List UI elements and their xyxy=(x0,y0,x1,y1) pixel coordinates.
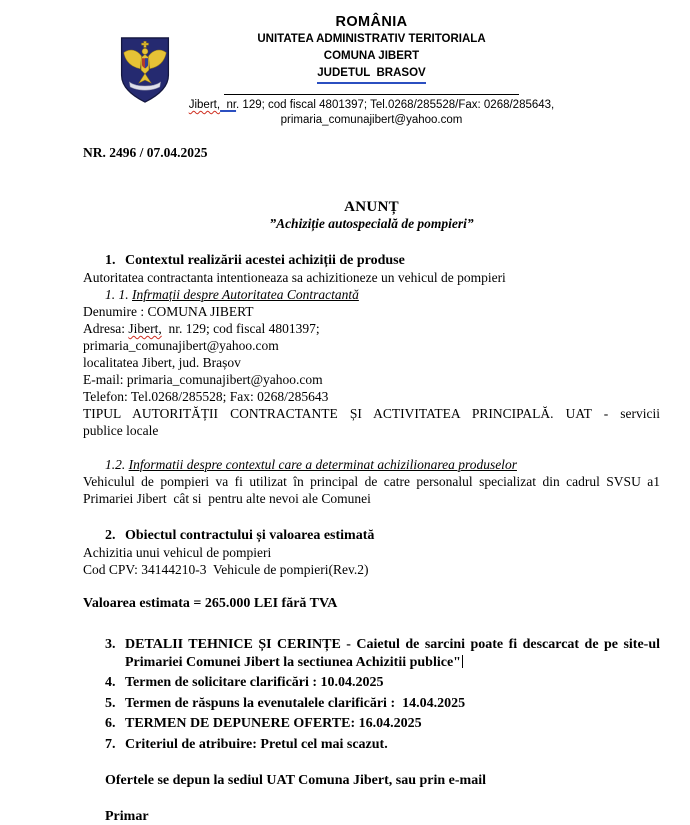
item-6-number: 6. xyxy=(105,716,116,731)
document-title: ANUNȚ xyxy=(344,199,399,215)
item-3-line1: DETALII TEHNICE ȘI CERINȚE - Caietul de sarcini poate fi descarcat de pe site-ul xyxy=(125,637,660,652)
section1-number: 1. xyxy=(105,253,116,268)
authority-locality: localitatea Jibert, jud. Brașov xyxy=(83,355,241,370)
section2-number: 2. xyxy=(105,528,116,543)
acquisition-object: Achizitia unui vehicul de pompieri xyxy=(83,545,272,560)
item-4-text: Termen de solicitare clarificări : 10.04.2025 xyxy=(125,675,384,690)
item-3-line2-text: Primariei Comunei Jibert la sectiunea Achizitii publice" xyxy=(125,654,461,670)
context-paragraph-line1: Vehiculul de pompieri va fi utilizat în principal de catre personalul specializat din cadrul SVSU a1 xyxy=(83,474,660,489)
item-5-text: Termen de răspuns la evenutalele clarificări : 14.04.2025 xyxy=(125,695,466,711)
list-item-6 xyxy=(83,715,660,733)
estimated-value: Valoarea estimata = 265.000 LEI fără TVA xyxy=(83,596,338,611)
letterhead-divider-line xyxy=(224,94,519,95)
coat-of-arms-graphic xyxy=(119,37,171,103)
list-item-5 xyxy=(83,695,660,713)
context-paragraph-line2: Primariei Jibert cât si pentru alte nevoi ale Comunei xyxy=(83,491,371,506)
registration-number: NR. 2496 / 07.04.2025 xyxy=(83,145,208,160)
list-item-3 xyxy=(83,636,660,671)
letterhead-org-line1: UNITATEA ADMINISTRATIV TERITORIALA xyxy=(257,33,486,45)
authority-name: Denumire : COMUNA JIBERT xyxy=(83,304,254,319)
address-rest: . 129; cod fiscal 4801397; Tel.0268/285528/Fax: 0268/285643, xyxy=(236,99,555,111)
letterhead-org-line2: COMUNA JIBERT xyxy=(323,50,420,62)
authority-address xyxy=(83,320,660,337)
cpv-code: Cod CPV: 34144210-3 Vehicule de pompieri(Rev.2) xyxy=(83,562,369,577)
authority-type-line2: publice locale xyxy=(83,423,159,438)
address-village-misspelled: Jibert, xyxy=(188,99,221,111)
item-6-text: TERMEN DE DEPUNERE OFERTE: 16.04.2025 xyxy=(125,716,422,731)
terms-list xyxy=(83,636,660,753)
item-3-line2 xyxy=(125,654,660,672)
item-7-number: 7. xyxy=(105,736,116,752)
document-subtitle: ”Achiziție autospecială de pompieri” xyxy=(269,216,474,231)
list-item-4 xyxy=(83,674,660,692)
signature-title: Primar xyxy=(105,809,149,824)
address-details: nr. 129; cod fiscal 4801397; xyxy=(161,321,320,336)
section2-heading-text: Obiectul contractului și valoarea estimată xyxy=(125,528,375,543)
letterhead-country: ROMÂNIA xyxy=(335,14,408,30)
subsection-1-2-heading xyxy=(105,456,660,473)
subsection-1-1-heading xyxy=(105,286,660,303)
section1-heading xyxy=(105,252,660,269)
subsection-1-1-heading-text: Infrmații despre Autoritatea Contractantă xyxy=(132,287,359,302)
offers-submission-line: Ofertele se depun la sediul UAT Comuna Jibert, sau prin e-mail xyxy=(105,773,486,788)
text-cursor xyxy=(462,655,463,668)
address-label: Adresa: xyxy=(83,321,129,336)
section1-intro: Autoritatea contractanta intentioneaza sa achizitioneze un vehicul de pompieri xyxy=(83,270,506,285)
subsection-1-1-number: 1. 1. xyxy=(105,287,132,302)
item-7-text: Criteriul de atribuire: Pretul cel mai scazut. xyxy=(125,736,388,752)
item-3-number: 3. xyxy=(105,637,116,652)
authority-type-line1: TIPUL AUTORITĂȚII CONTRACTANTE ȘI ACTIVITATEA PRINCIPALĂ. UAT - servicii xyxy=(83,406,660,421)
section2-heading xyxy=(105,527,660,544)
county-underlined-text: JUDETUL BRASOV xyxy=(317,65,425,84)
subsection-1-2-number: 1.2. xyxy=(105,457,129,472)
authority-email-2: E-mail: primaria_comunajibert@yahoo.com xyxy=(83,372,323,387)
authority-phone: Telefon: Tel.0268/285528; Fax: 0268/285643 xyxy=(83,389,329,404)
authority-email-1: primaria_comunajibert@yahoo.com xyxy=(83,338,279,353)
list-item-7 xyxy=(83,736,660,754)
section1-heading-text: Contextul realizării acestei achiziții de produse xyxy=(125,253,405,268)
item-5-number: 5. xyxy=(105,695,116,711)
address-village-misspelled: Jibert, xyxy=(128,321,162,336)
subsection-1-2-heading-text: Informatii despre contextul care a determinat achizilionarea produselor xyxy=(128,457,517,472)
romania-coat-of-arms-icon xyxy=(119,37,171,103)
address-street-link: nr xyxy=(220,99,237,111)
item-4-number: 4. xyxy=(105,675,116,690)
letterhead-email: primaria_comunajibert@yahoo.com xyxy=(280,114,463,126)
